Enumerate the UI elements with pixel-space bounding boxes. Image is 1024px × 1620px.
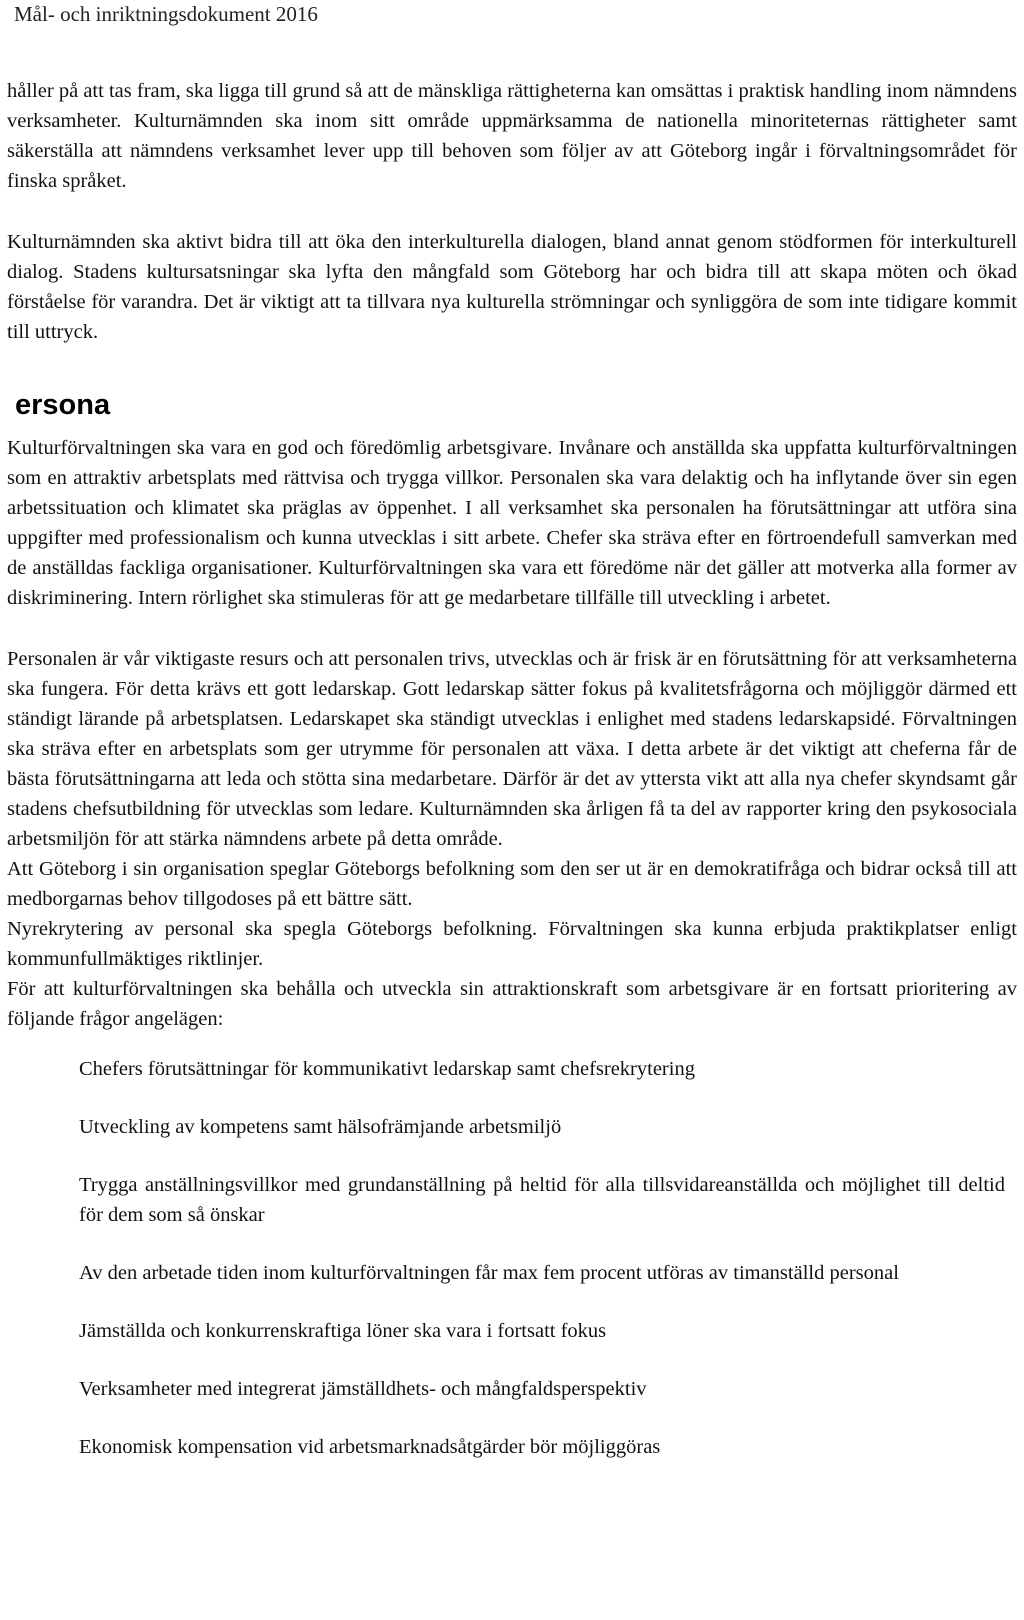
list-item: Utveckling av kompetens samt hälsofrämjande arbetsmiljö — [79, 1116, 562, 1138]
paragraph-priorities-intro: För att kulturförvaltningen ska behålla och utveckla sin attraktionskraft som arbetsgivare är en fortsatt prioritering av följande frågor angelägen: — [7, 978, 1017, 1030]
list-item: Ekonomisk kompensation vid arbetsmarknadsåtgärder bör möjliggöras — [79, 1436, 661, 1458]
priority-list — [7, 1054, 1017, 1462]
paragraph-leadership: Personalen är vår viktigaste resurs och att personalen trivs, utvecklas och är frisk är en förutsättning för att verksamheterna ska fungera. För detta krävs ett gott ledarskap. Gott ledarskap sätter fokus på kvalitetsfrågorna och möjliggör därmed ett ständigt lärande på arbetsplatsen. Ledarskapet ska ständigt utvecklas i enlighet med stadens ledarskapsidé. Förvaltningen ska sträva efter en arbetsplats som ger utrymme för personalen att växa. I detta arbete är det viktigt att cheferna får de bästa förutsättningarna att leda och stötta sina medarbetare. Därför är det av yttersta vikt att alla nya chefer skyndsamt går stadens chefsutbildning för utvecklas som ledare. Kulturnämnden ska årligen få ta del av rapporter kring den psykosociala arbetsmiljön för att stärka nämndens arbete på detta område. — [7, 648, 1017, 850]
section-heading-personal: ersona — [15, 389, 111, 421]
paragraph-employer: Kulturförvaltningen ska vara en god och föredömlig arbetsgivare. Invånare och anställda ska uppfatta kulturförvaltningen som en attraktiv arbetsplats med rättvisa och trygga villkor. Personalen ska vara delaktig och ha inflytande över sin egen arbetssituation och klimatet ska präglas av öppenhet. I all verksamhet ska personalen ha förutsättningar att utföra sina uppgifter med professionalism och kunna utvecklas i sitt arbete. Chefer ska sträva efter en förtroendefull samverkan med de anställdas fackliga organisationer. Kulturförvaltningen ska vara ett föredöme när det gäller att motverka alla former av diskriminering. Intern rörlighet ska stimuleras för att ge medarbetare tillfälle till utveckling i arbetet. — [7, 437, 1017, 609]
document-header-title: Mål- och inriktningsdokument 2016 — [14, 2, 318, 26]
paragraph-recruitment: Nyrekrytering av personal ska spegla Göteborgs befolkning. Förvaltningen ska kunna erbjuda praktikplatser enligt kommunfullmäktiges riktlinjer. — [7, 918, 1017, 970]
paragraph-human-rights: håller på att tas fram, ska ligga till grund så att de mänskliga rättigheterna kan omsättas i praktisk handling inom nämndens verksamheter. Kulturnämnden ska inom sitt område uppmärksamma de nationella minoriteternas rättigheter samt säkerställa att nämndens verksamhet lever upp till behoven som följer av att Göteborg ingår i förvaltningsområdet för finska språket. — [7, 80, 1017, 192]
list-item: Verksamheter med integrerat jämställdhets- och mångfaldsperspektiv — [79, 1378, 647, 1400]
list-item: Trygga anställningsvillkor med grundanställning på heltid för alla tillsvidareanställda och möjlighet till deltid för dem som så önskar — [79, 1174, 1005, 1226]
list-item: Chefers förutsättningar för kommunikativt ledarskap samt chefsrekrytering — [79, 1058, 695, 1080]
document-body — [7, 76, 1017, 1462]
paragraph-intercultural-dialogue: Kulturnämnden ska aktivt bidra till att öka den interkulturella dialogen, bland annat genom stödformen för interkulturell dialog. Stadens kultursatsningar ska lyfta den mångfald som Göteborg har och bidra till att skapa möten och ökad förståelse för varandra. Det är viktigt att ta tillvara nya kulturella strömningar och synliggöra de som inte tidigare kommit till uttryck. — [7, 231, 1017, 343]
paragraph-democracy: Att Göteborg i sin organisation speglar Göteborgs befolkning som den ser ut är en demokratifråga och bidrar också till att medborgarnas behov tillgodoses på ett bättre sätt. — [7, 858, 1017, 910]
list-item: Jämställda och konkurrenskraftiga löner ska vara i fortsatt fokus — [79, 1320, 607, 1342]
list-item: Av den arbetade tiden inom kulturförvaltningen får max fem procent utföras av timanställd personal — [79, 1262, 899, 1284]
